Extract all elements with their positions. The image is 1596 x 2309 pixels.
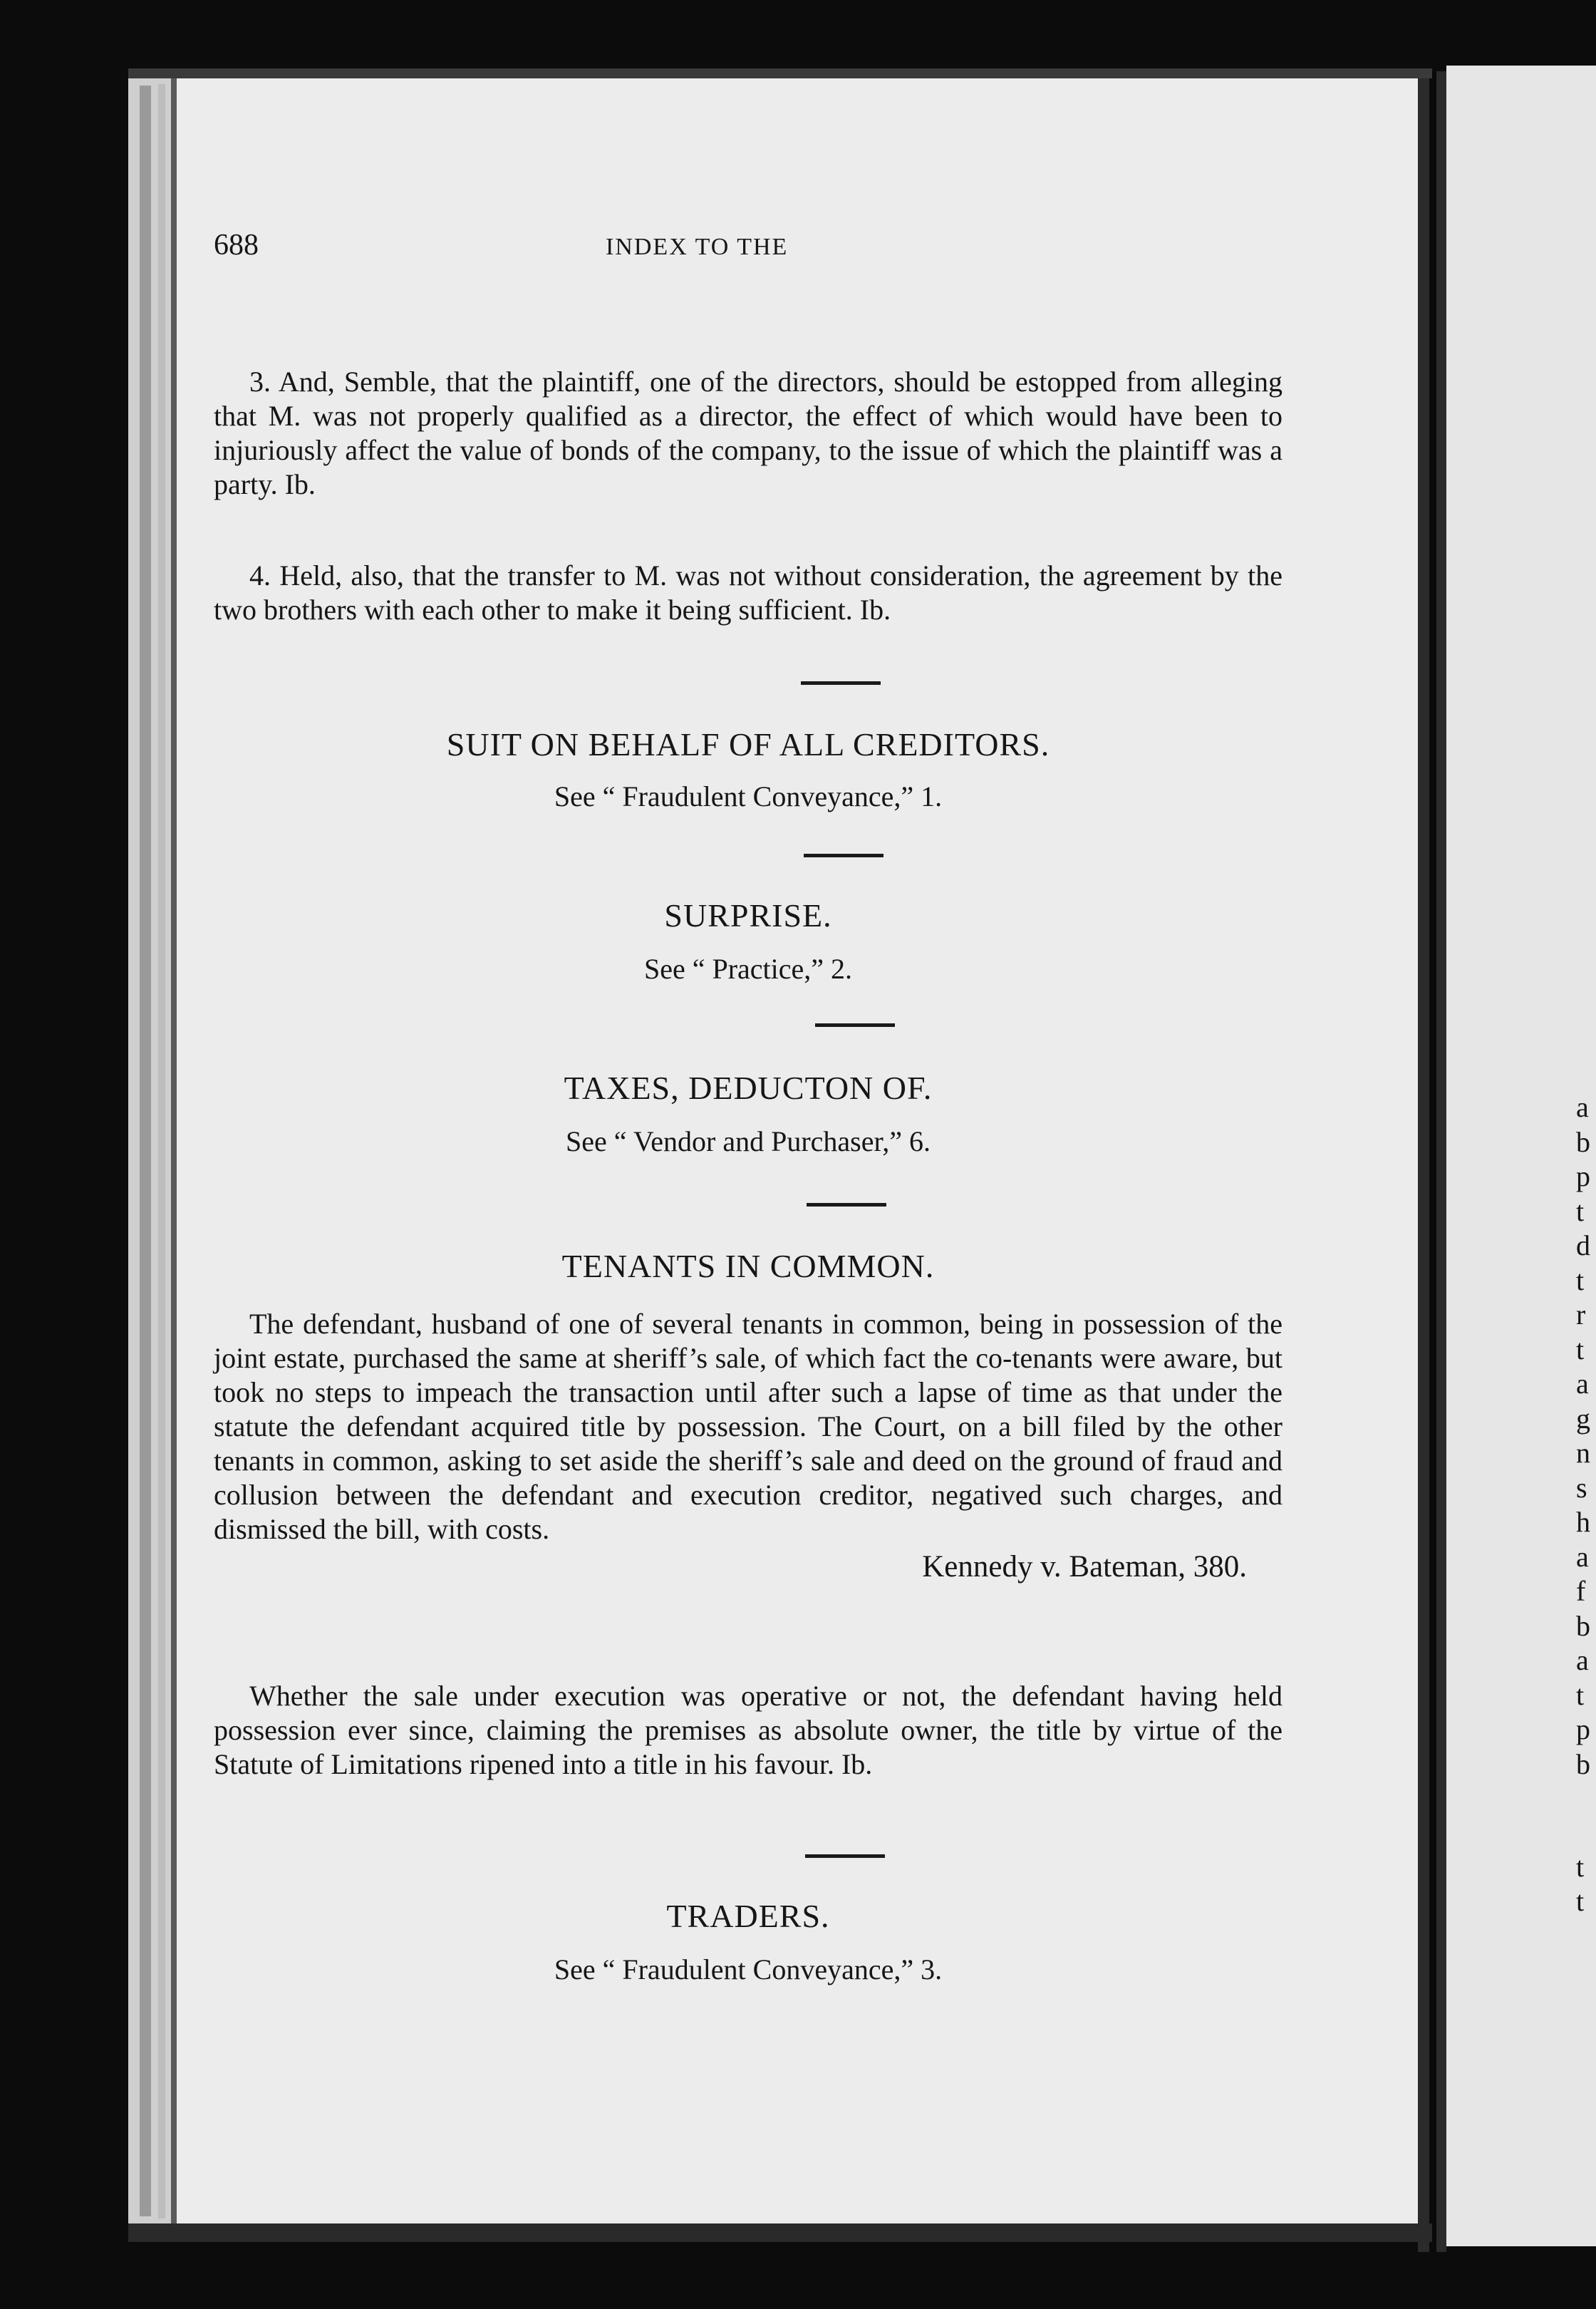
facing-page-letter: t [1576,1851,1585,1883]
tenants-paragraph-1: The defendant, husband of one of several tenants in common, being in possession of the joint estate, purchased the same at sheriff’s sale, of which fact the co-tenants were aware, but took no steps to impeach the transaction until after such a lapse of time as that under the statute the defendant acquired title by possession. The Court, on a bill filed by the other tenants in common, asking to set aside the sheriff’s sale and deed on the ground of fraud and collusion between the defendant and execution creditor, negatived such charges, and dismissed the bill, with costs. [214,1308,1282,1545]
section-title-traders: TRADERS. [666,1898,830,1934]
facing-page-letter: a [1576,1091,1589,1123]
tenants-paragraph-2: Whether the sale under execution was operative or not, the defendant having held possession ever since, claiming the premises as absolute owner, the title by virtue of the Statute of Limitations ripened into a title in his favour. Ib. [214,1680,1282,1780]
page-number: 688 [214,229,259,262]
cross-reference-taxes: See “ Vendor and Purchaser,” 6. [566,1125,931,1157]
facing-page-letter: t [1576,1333,1585,1365]
section-divider [807,1203,886,1207]
tenants-entry-2 [214,1679,1282,1782]
facing-page-letter: a [1576,1644,1589,1676]
facing-page-letter: b [1576,1747,1590,1780]
facing-page-letter: p [1576,1160,1590,1192]
facing-page-letter: b [1576,1609,1590,1642]
facing-page-fragment [1576,1090,1596,1782]
paragraph-4-text: 4. Held, also, that the transfer to M. was not without consideration, the agreement by the two brothers with each other to make it being sufficient. Ib. [214,559,1282,626]
facing-page-letter: d [1576,1229,1590,1261]
section-divider [815,1023,895,1027]
facing-page-letter: t [1576,1194,1585,1227]
section-title-surprise: SURPRISE. [664,897,832,934]
facing-page-letter: h [1576,1506,1590,1538]
facing-page-letter: n [1576,1437,1590,1469]
paragraph-3 [214,365,1282,502]
cross-reference-traders: See “ Fraudulent Conveyance,” 3. [554,1953,943,1985]
facing-page-letter: a [1576,1540,1589,1573]
section-title-suit: SUIT ON BEHALF OF ALL CREDITORS. [446,726,1050,763]
tenants-entry [214,1307,1282,1584]
paragraph-3-text: 3. And, Semble, that the plaintiff, one of the directors, should be estopped from alleging that M. was not properly qualified as a director, the effect of which would have been to injuriously affect the value of bonds of the company, to the issue of which the plaintiff was a party. Ib. [214,366,1282,500]
section-title-taxes: TAXES, DEDUCTON OF. [564,1070,933,1106]
facing-page-letter: b [1576,1125,1590,1158]
section-divider [805,1854,885,1858]
facing-page-letter: t [1576,1678,1585,1711]
case-citation: Kennedy v. Bateman, 380. [922,1550,1247,1584]
facing-page-tail [1576,1850,1596,1918]
facing-page-letter: g [1576,1402,1590,1435]
cross-reference-surprise: See “ Practice,” 2. [643,953,853,985]
facing-page-letter: a [1576,1368,1589,1400]
facing-page-letter: t [1576,1264,1585,1296]
running-head: INDEX TO THE [606,234,789,260]
cross-reference-suit: See “ Fraudulent Conveyance,” 1. [554,780,943,812]
section-divider [804,854,884,857]
facing-page-letter: r [1576,1298,1586,1331]
section-divider [801,681,881,685]
facing-page-letter: t [1576,1885,1585,1917]
paragraph-4 [214,559,1282,627]
facing-page-letter: p [1576,1713,1590,1745]
facing-page-letter: s [1576,1471,1587,1504]
section-title-tenants: TENANTS IN COMMON. [561,1248,935,1284]
page-header [214,228,1282,271]
facing-page-letter: f [1576,1575,1586,1607]
